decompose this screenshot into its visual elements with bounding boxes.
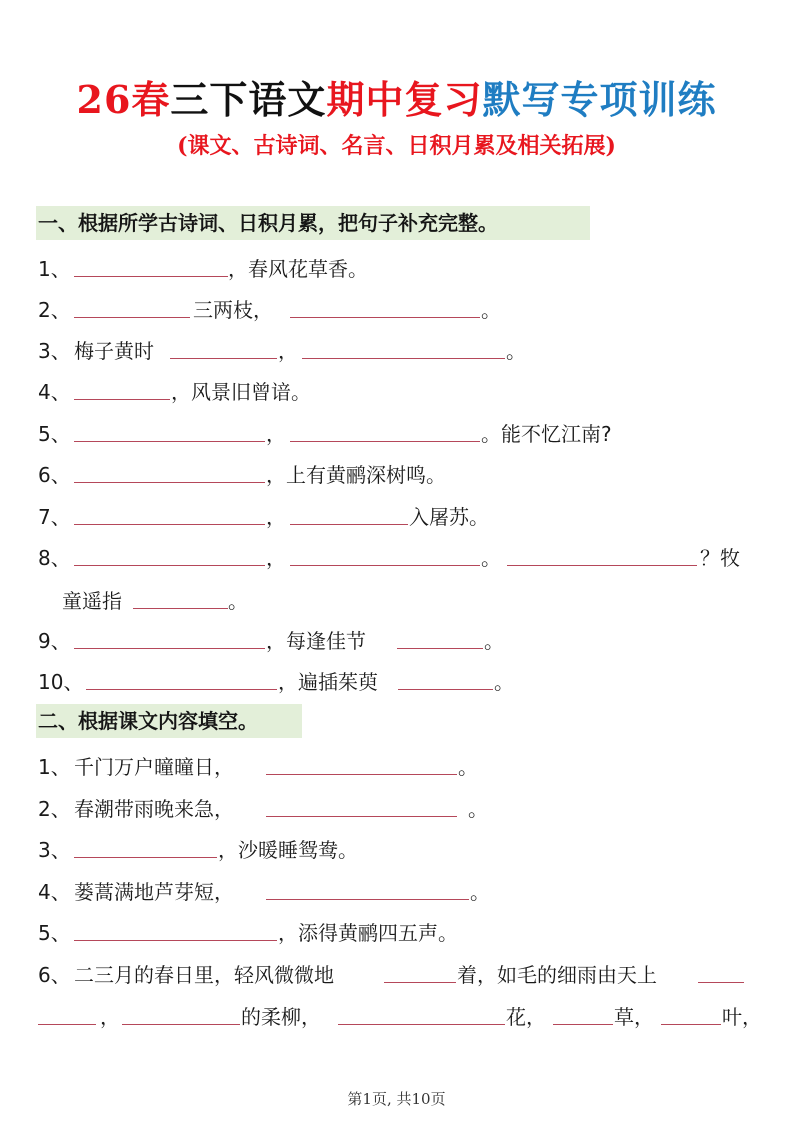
answer-blank[interactable] — [266, 875, 469, 900]
item-text: 童遥指 — [62, 589, 122, 613]
answer-blank[interactable] — [266, 750, 457, 775]
item-number: 8、 — [38, 546, 71, 570]
answer-blank[interactable] — [290, 293, 480, 318]
item-text: 。 — [506, 339, 526, 363]
item-number: 3、 — [38, 838, 71, 862]
answer-blank[interactable] — [74, 458, 265, 483]
answer-blank[interactable] — [74, 916, 277, 941]
page-subtitle: (课文、古诗词、名言、日积月累及相关拓展) — [177, 133, 616, 159]
item-text: ，每逢佳节 — [266, 629, 366, 653]
item-number: 4、 — [38, 380, 71, 404]
item-number: 2、 — [38, 797, 71, 821]
item-text: ，春风花草香。 — [228, 257, 368, 281]
answer-blank[interactable] — [398, 665, 493, 690]
item-text: ， — [266, 422, 286, 446]
item-text: 叶， — [722, 1005, 762, 1029]
answer-blank[interactable] — [133, 584, 228, 609]
answer-blank[interactable] — [38, 1000, 96, 1025]
item-number: 9、 — [38, 629, 71, 653]
item-text: 。 — [494, 670, 514, 694]
answer-blank[interactable] — [553, 1000, 613, 1025]
item-number: 10、 — [38, 670, 84, 694]
item-text: ？牧 — [700, 546, 740, 570]
item-text: 。 — [228, 589, 248, 613]
item-text: 。 — [481, 546, 501, 570]
item-number: 2、 — [38, 298, 71, 322]
answer-blank[interactable] — [74, 252, 228, 277]
title-part-review: 期中复习 — [326, 77, 483, 122]
item-text: 。 — [470, 880, 490, 904]
item-number: 1、 — [38, 257, 71, 281]
answer-blank[interactable] — [74, 624, 265, 649]
item-text: ，沙暖睡鸳鸯。 — [218, 838, 358, 862]
item-number: 5、 — [38, 921, 71, 945]
item-number: 5、 — [38, 422, 71, 446]
item-text: 。 — [484, 629, 504, 653]
item-text: ， — [266, 505, 286, 529]
answer-blank[interactable] — [170, 334, 277, 359]
answer-blank[interactable] — [384, 958, 456, 983]
item-text: 春潮带雨晚来急， — [74, 797, 234, 821]
item-number: 4、 — [38, 880, 71, 904]
item-text: 蒌蒿满地芦芽短， — [74, 880, 234, 904]
item-number: 6、 — [38, 463, 71, 487]
answer-blank[interactable] — [74, 833, 217, 858]
item-text: 着，如毛的细雨由天上 — [457, 963, 657, 987]
answer-blank[interactable] — [338, 1000, 505, 1025]
answer-blank[interactable] — [86, 665, 277, 690]
answer-blank[interactable] — [698, 958, 744, 983]
answer-blank[interactable] — [266, 792, 457, 817]
item-number: 6、 — [38, 963, 71, 987]
item-text: 的柔柳， — [241, 1005, 321, 1029]
title-part-grade: 三下语文 — [170, 77, 327, 122]
title-part-year: 26春 — [76, 77, 171, 122]
item-text: 花， — [506, 1005, 546, 1029]
answer-blank[interactable] — [74, 375, 170, 400]
section-1-heading: 一、根据所学古诗词、日积月累，把句子补充完整。 — [36, 206, 590, 240]
item-text: ， — [266, 546, 286, 570]
answer-blank[interactable] — [74, 417, 265, 442]
item-text: ，风景旧曾谙。 — [171, 380, 311, 404]
item-number: 3、 — [38, 339, 71, 363]
answer-blank[interactable] — [122, 1000, 240, 1025]
item-text: 二三月的春日里，轻风微微地 — [74, 963, 334, 987]
answer-blank[interactable] — [661, 1000, 721, 1025]
answer-blank[interactable] — [290, 417, 480, 442]
item-text: 。 — [468, 797, 488, 821]
item-number: 7、 — [38, 505, 71, 529]
item-text: ，添得黄鹂四五声。 — [278, 921, 458, 945]
answer-blank[interactable] — [74, 541, 265, 566]
item-text: 。 — [481, 298, 501, 322]
section-2-heading: 二、根据课文内容填空。 — [36, 704, 302, 738]
item-number: 1、 — [38, 755, 71, 779]
answer-blank[interactable] — [302, 334, 505, 359]
item-text: ， — [100, 1005, 120, 1029]
item-text: 草， — [614, 1005, 654, 1029]
page-title — [0, 74, 793, 126]
item-text: ， — [278, 339, 298, 363]
item-text: ，上有黄鹂深树鸣。 — [266, 463, 446, 487]
item-text: ，遍插茱萸 — [278, 670, 378, 694]
item-text: 三两枝， — [193, 298, 273, 322]
answer-blank[interactable] — [397, 624, 483, 649]
answer-blank[interactable] — [290, 500, 408, 525]
answer-blank[interactable] — [507, 541, 697, 566]
page-indicator: 第1页, 共10页 — [347, 1090, 446, 1108]
item-text: 千门万户曈曈日， — [74, 755, 234, 779]
item-text: 入屠苏。 — [409, 505, 489, 529]
answer-blank[interactable] — [74, 293, 190, 318]
answer-blank[interactable] — [74, 500, 265, 525]
item-text: 。 — [458, 755, 478, 779]
title-part-dictation: 默写专项训练 — [482, 77, 717, 122]
item-text: 梅子黄时 — [74, 339, 154, 363]
answer-blank[interactable] — [290, 541, 480, 566]
item-text: 。能不忆江南? — [481, 422, 612, 446]
